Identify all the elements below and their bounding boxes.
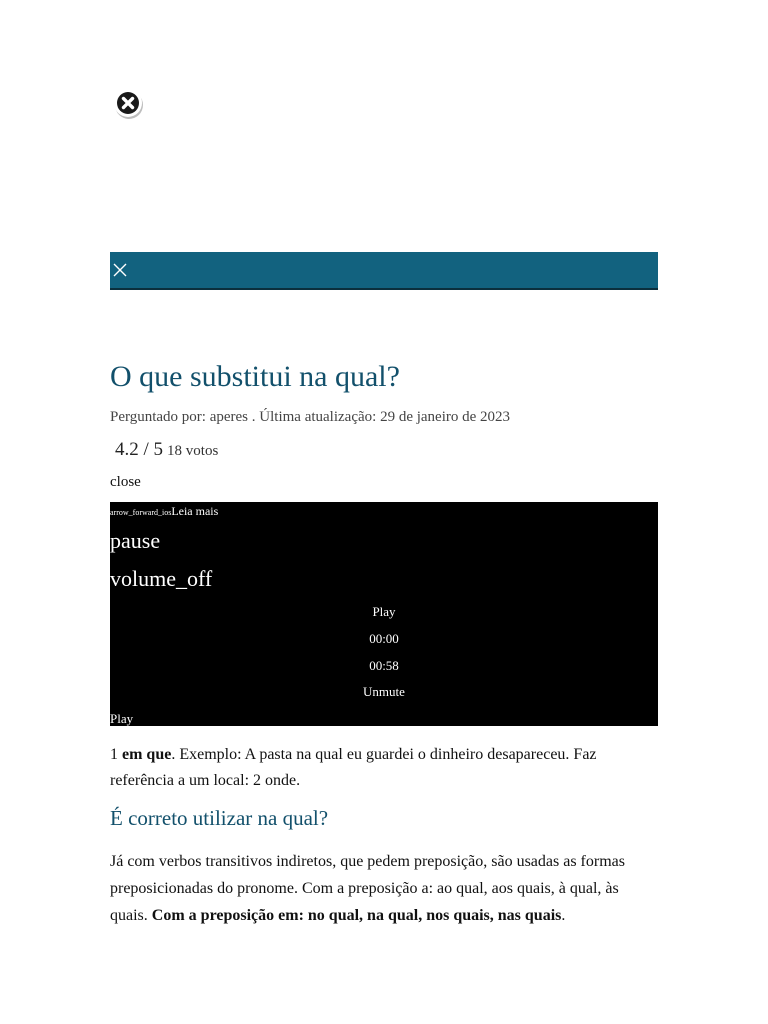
banner-close-button[interactable] xyxy=(112,262,128,278)
pause-button[interactable]: pause xyxy=(110,528,161,553)
video-player[interactable] xyxy=(110,502,658,726)
rating xyxy=(115,439,218,461)
ad-close-button[interactable] xyxy=(112,87,144,119)
x-icon xyxy=(112,262,128,278)
updated-date: 29 de janeiro de 2023 xyxy=(380,409,511,425)
read-more-label: Leia mais xyxy=(171,504,219,518)
answer-paragraph xyxy=(110,742,658,794)
section-text: Já com verbos transitivos indiretos, que pedem preposição, são usadas as formas preposicionadas do pronome. Com a preposição a: ao qual, aos quais, à qual, às quais. xyxy=(110,853,625,924)
rating-score: 4.2 / 5 xyxy=(115,439,164,460)
read-more-link[interactable] xyxy=(110,504,218,519)
section-end: . xyxy=(561,907,566,924)
x-circle-icon xyxy=(112,87,144,119)
top-banner xyxy=(110,252,658,290)
answer-text: . Exemplo: A pasta na qual eu guardei o dinheiro desapareceu. Faz referência a um local: 2 onde. xyxy=(110,746,597,789)
answer-number: 1 xyxy=(110,746,118,763)
article-meta xyxy=(110,409,510,426)
answer-bold: em que xyxy=(122,746,172,763)
section-paragraph xyxy=(110,848,658,929)
volume-off-button[interactable]: volume_off xyxy=(110,566,213,591)
current-time: 00:00 xyxy=(369,631,399,646)
play-button[interactable]: Play xyxy=(372,604,396,619)
updated-label: . Última atualização: xyxy=(251,409,377,425)
arrow-forward-icon: arrow_forward_ios xyxy=(110,508,172,517)
section-subtitle: É correto utilizar na qual? xyxy=(110,806,329,830)
author-link[interactable]: aperes xyxy=(209,409,249,425)
close-button[interactable]: close xyxy=(110,474,141,490)
duration: 00:58 xyxy=(369,658,399,673)
page-title: O que substitui na qual? xyxy=(110,360,400,393)
asked-by-label: Perguntado por: xyxy=(110,409,206,425)
play-bottom-button[interactable]: Play xyxy=(110,711,134,726)
section-bold: Com a preposição em: no qual, na qual, nos quais, nas quais xyxy=(151,907,562,924)
unmute-button[interactable]: Unmute xyxy=(363,684,405,699)
rating-votes: 18 votos xyxy=(167,443,219,459)
